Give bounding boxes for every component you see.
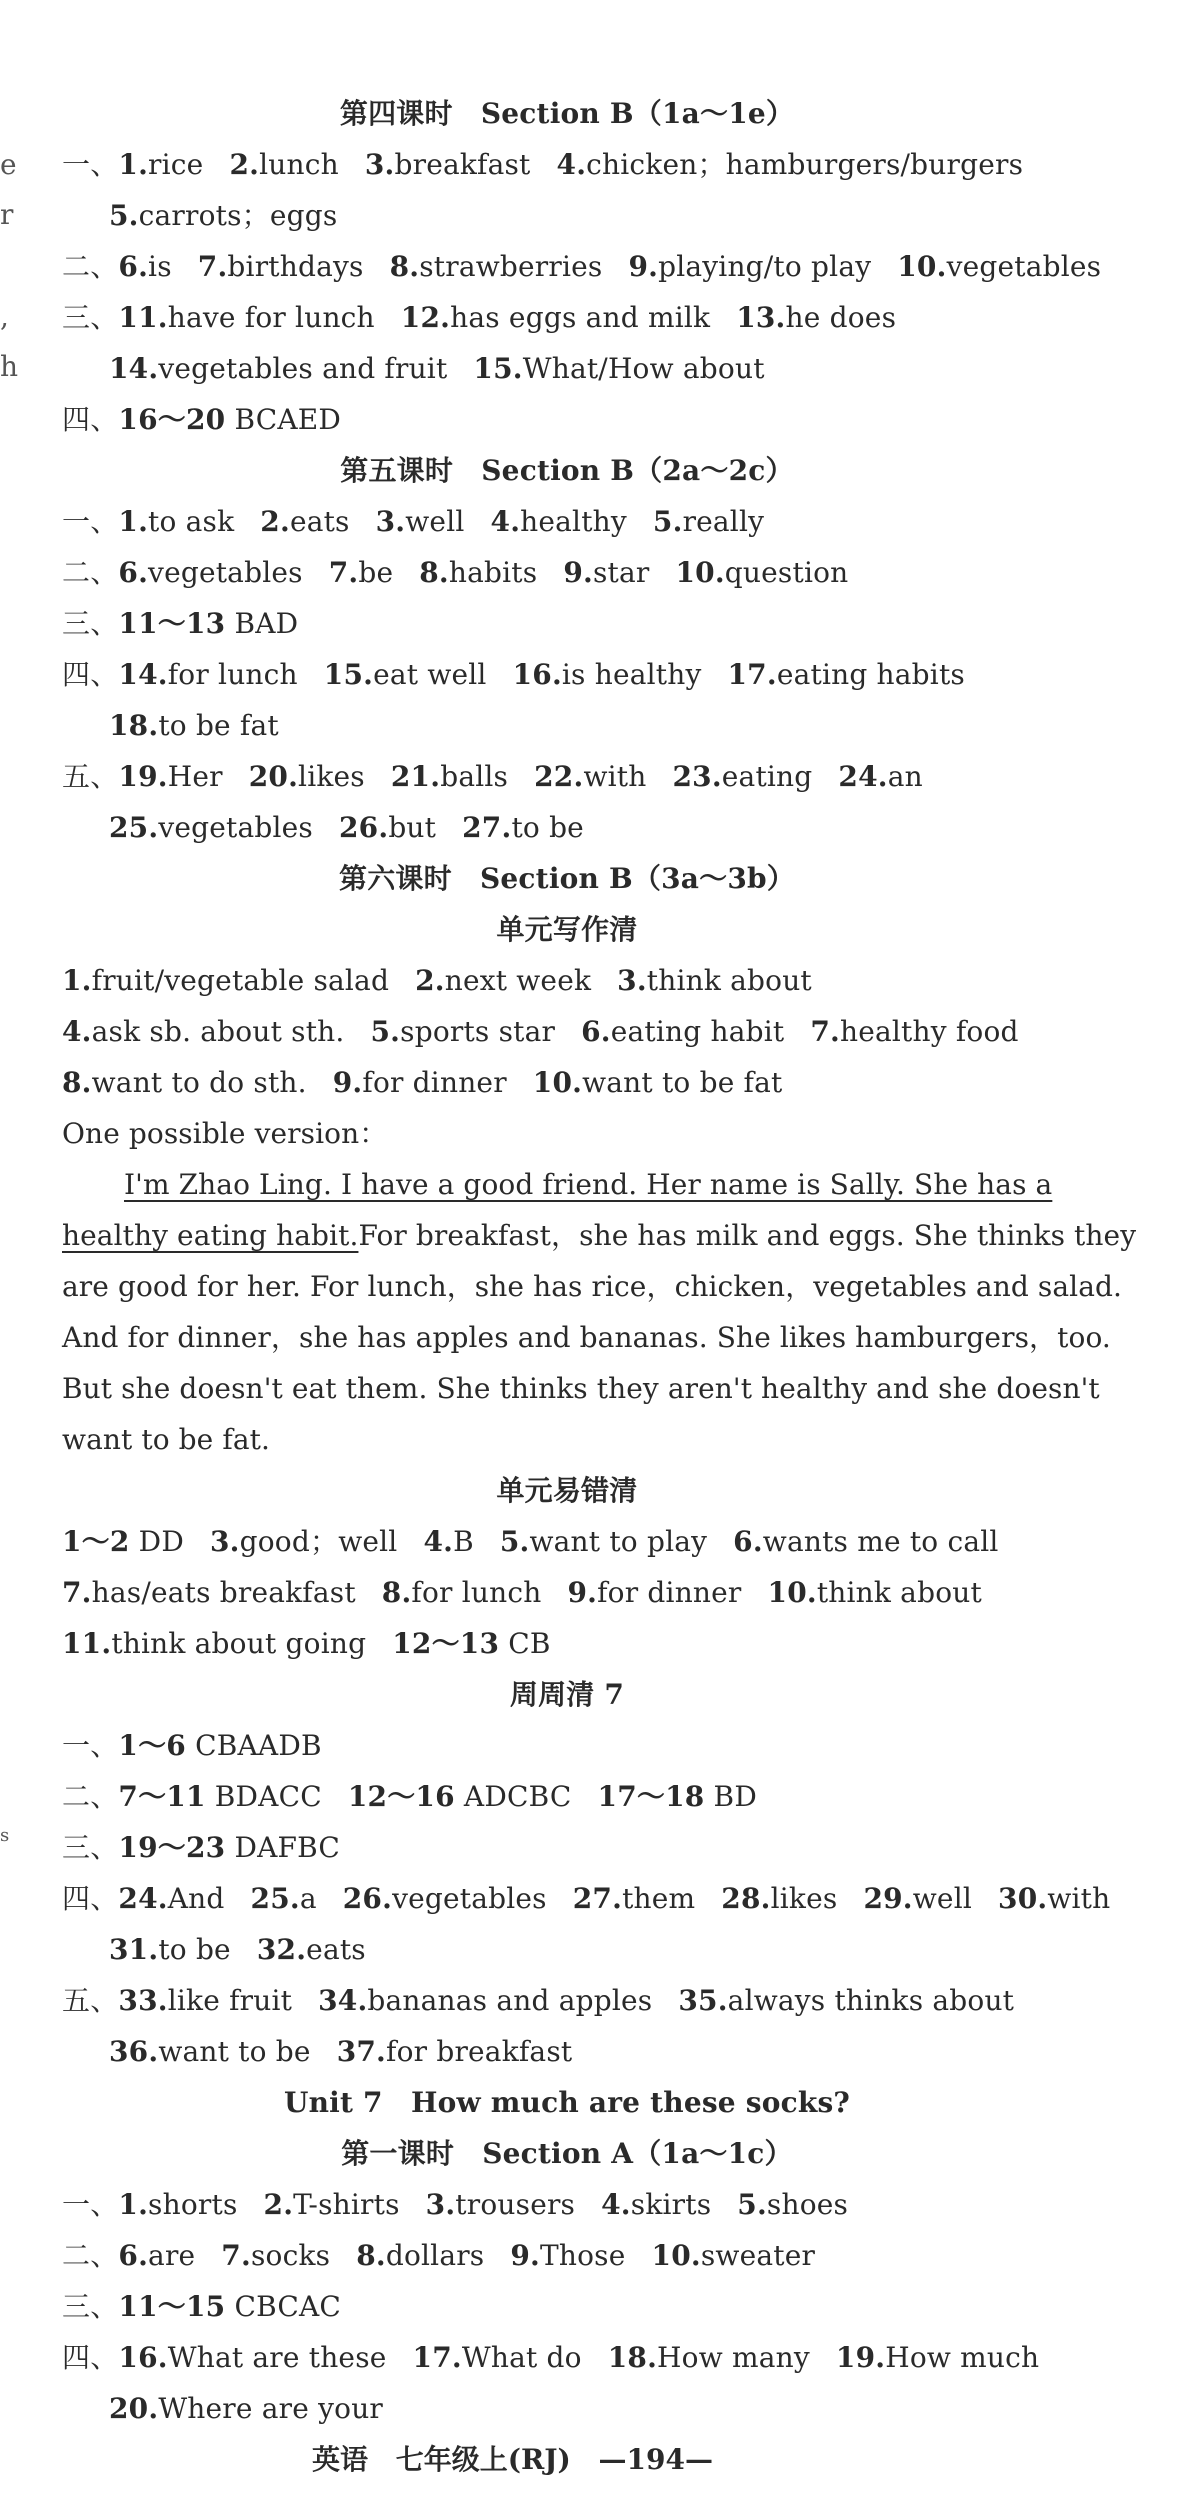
question-number: 1.	[118, 505, 149, 538]
question-number: 7.	[328, 556, 359, 589]
answer-text: vegetables and fruit	[158, 352, 448, 385]
answer-row	[62, 394, 1072, 445]
question-number: 4.	[62, 1015, 92, 1048]
question-number: 25.	[109, 811, 159, 844]
answer-row	[62, 802, 1072, 853]
answer-text: likes	[770, 1882, 838, 1915]
question-number: 5.	[737, 2188, 767, 2221]
answer-text: good；well	[239, 1525, 398, 1558]
question-number: 16.	[118, 2341, 168, 2374]
question-number: 16.	[512, 658, 562, 691]
question-number: 21.	[390, 760, 441, 793]
answer-text: balls	[440, 760, 509, 793]
answer-text: a	[299, 1882, 317, 1915]
question-number: 16～20	[118, 403, 226, 436]
answer-text: well	[405, 505, 465, 538]
answer-text: What/How about	[522, 352, 765, 385]
question-number: 20.	[109, 2392, 159, 2425]
answer-text: is	[148, 250, 172, 283]
question-group-label: 二、	[62, 1780, 119, 1813]
answer-text: for dinner	[597, 1576, 742, 1609]
question-number: 2.	[260, 505, 290, 538]
section-heading: 单元易错清	[496, 1474, 638, 1507]
answer-text: T-shirts	[293, 2188, 400, 2221]
question-group-label: 二、	[62, 2239, 119, 2272]
page-footer	[0, 2438, 1194, 2478]
question-number: 26.	[342, 1882, 393, 1915]
question-number: 8.	[62, 1066, 92, 1099]
answer-text: fruit/vegetable salad	[91, 964, 390, 997]
answer-row	[62, 496, 1072, 547]
question-number: 5.	[652, 505, 683, 538]
answer-text: vegetables	[946, 250, 1102, 283]
question-group-label: 五、	[62, 1984, 119, 2017]
answer-text: for dinner	[362, 1066, 507, 1099]
question-number: 22.	[534, 760, 584, 793]
section-heading: Unit 7 How much are these socks?	[283, 2086, 851, 2119]
essay-line: But she doesn't eat them. She thinks they aren't healthy and she doesn't	[62, 1372, 1100, 1405]
answer-text: to be	[511, 811, 584, 844]
question-number: 8.	[381, 1576, 412, 1609]
answer-row	[62, 1516, 1072, 1567]
answer-text: strawberries	[419, 250, 603, 283]
question-number: 1.	[62, 964, 92, 997]
question-number: 6.	[118, 556, 149, 589]
question-number: 1～6	[118, 1729, 186, 1762]
question-number: 37.	[336, 2035, 387, 2068]
answer-page	[62, 88, 1137, 2434]
question-number: 30.	[998, 1882, 1048, 1915]
answer-text: B	[453, 1525, 474, 1558]
answer-text: think about	[816, 1576, 982, 1609]
footer-page-number: —194—	[598, 2443, 713, 2476]
question-number: 7.	[221, 2239, 251, 2272]
question-number: 6.	[118, 250, 149, 283]
question-number: 11.	[118, 301, 168, 334]
answer-text: BCAED	[225, 403, 342, 436]
question-number: 13.	[736, 301, 786, 334]
question-number: 26.	[338, 811, 389, 844]
answer-text: has eggs and milk	[450, 301, 711, 334]
question-number: 10.	[651, 2239, 701, 2272]
question-number: 4.	[423, 1525, 454, 1558]
answer-text: How many	[657, 2341, 810, 2374]
question-number: 3.	[209, 1525, 240, 1558]
answer-text: is healthy	[561, 658, 702, 691]
answer-text: have for lunch	[167, 301, 375, 334]
question-number: 11～13	[118, 607, 226, 640]
answer-text: want to be fat	[582, 1066, 783, 1099]
answer-text: eating habit	[610, 1015, 785, 1048]
answer-text: And	[167, 1882, 225, 1915]
answer-text: are	[148, 2239, 196, 2272]
question-number: 23.	[672, 760, 722, 793]
question-number: 12.	[400, 301, 451, 334]
answer-text: chicken；hamburgers/burgers	[586, 148, 1024, 181]
answer-row	[62, 2026, 1072, 2077]
question-number: 17.	[412, 2341, 462, 2374]
answer-text: to be	[158, 1933, 231, 1966]
question-number: 10.	[767, 1576, 817, 1609]
answer-text: think about going	[111, 1627, 367, 1660]
answer-row	[62, 700, 1072, 751]
answer-text: BD	[704, 1780, 757, 1813]
edge-fragment: s	[0, 1825, 10, 1846]
answer-text: for lunch	[167, 658, 298, 691]
answer-row	[62, 2332, 1072, 2383]
answer-text: star	[592, 556, 650, 589]
question-number: 24.	[118, 1882, 168, 1915]
section-heading: 第四课时 Section B（1a～1e）	[339, 97, 795, 130]
question-number: 8.	[389, 250, 420, 283]
answer-text: What do	[461, 2341, 582, 2374]
answer-text: for lunch	[411, 1576, 542, 1609]
answer-text: them	[622, 1882, 696, 1915]
answer-text: Those	[540, 2239, 626, 2272]
answer-row	[62, 1873, 1111, 1924]
question-number: 18.	[607, 2341, 658, 2374]
question-number: 10.	[675, 556, 725, 589]
answer-row	[62, 241, 1102, 292]
answer-text: socks	[250, 2239, 331, 2272]
answer-text: DD	[129, 1525, 184, 1558]
question-number: 27.	[572, 1882, 623, 1915]
answer-text: with	[583, 760, 647, 793]
answer-text: rice	[148, 148, 204, 181]
question-number: 4.	[601, 2188, 631, 2221]
answer-text: trousers	[455, 2188, 576, 2221]
question-number: 18.	[109, 709, 159, 742]
answer-row	[62, 2383, 1072, 2434]
answer-text: think about	[646, 964, 812, 997]
answer-row	[62, 649, 1072, 700]
answer-text: want to be	[158, 2035, 311, 2068]
question-number: 32.	[256, 1933, 307, 1966]
answer-sections-part1	[62, 88, 1102, 1108]
question-number: 8.	[419, 556, 449, 589]
answer-text: playing/to play	[658, 250, 872, 283]
answer-text: BDACC	[205, 1780, 322, 1813]
answer-text: eats	[289, 505, 350, 538]
question-number: 31.	[109, 1933, 159, 1966]
question-number: 7～11	[118, 1780, 206, 1813]
answer-text: skirts	[630, 2188, 712, 2221]
question-number: 14.	[109, 352, 159, 385]
question-number: 2.	[415, 964, 445, 997]
section-heading: 第六课时 Section B（3a～3b）	[339, 862, 795, 895]
essay-line: And for dinner，she has apples and bananas. She likes hamburgers，too.	[62, 1321, 1111, 1354]
question-number: 11.	[62, 1627, 112, 1660]
answer-text: wants me to call	[762, 1525, 999, 1558]
question-number: 1～2	[62, 1525, 130, 1558]
question-number: 17.	[727, 658, 777, 691]
sample-essay	[62, 1108, 1137, 1465]
answer-text: for breakfast	[386, 2035, 573, 2068]
answer-text: ask sb. about sth.	[91, 1015, 345, 1048]
answer-text: has/eats breakfast	[91, 1576, 356, 1609]
answer-text: he does	[785, 301, 897, 334]
question-number: 27.	[462, 811, 512, 844]
answer-row	[62, 955, 1072, 1006]
answer-text: bananas and apples	[367, 1984, 653, 2017]
answer-text: sports star	[400, 1015, 556, 1048]
answer-text: eat well	[373, 658, 487, 691]
question-number: 24.	[838, 760, 888, 793]
answer-text: want to do sth.	[91, 1066, 307, 1099]
answer-text: BAD	[225, 607, 299, 640]
question-group-label: 四、	[62, 2341, 119, 2374]
question-number: 9.	[567, 1576, 598, 1609]
question-number: 9.	[510, 2239, 541, 2272]
answer-sections-part2	[62, 1465, 1111, 2434]
answer-text: vegetables	[148, 556, 303, 589]
question-number: 3.	[364, 148, 395, 181]
answer-text: shoes	[766, 2188, 849, 2221]
question-group-label: 三、	[62, 1831, 119, 1864]
question-number: 5.	[370, 1015, 401, 1048]
essay-line: want to be fat.	[62, 1423, 270, 1456]
question-group-label: 一、	[62, 1729, 119, 1762]
essay-line: I'm Zhao Ling. I have a good friend. Her name is Sally. She has a	[124, 1168, 1053, 1201]
question-number: 12～13	[392, 1627, 500, 1660]
question-number: 17～18	[597, 1780, 705, 1813]
question-group-label: 三、	[62, 301, 119, 334]
answer-text: vegetables	[392, 1882, 547, 1915]
answer-text: lunch	[259, 148, 339, 181]
answer-row	[62, 139, 1072, 190]
answer-text: healthy	[520, 505, 627, 538]
question-group-label: 二、	[62, 250, 119, 283]
answer-text: eats	[306, 1933, 366, 1966]
answer-text: sweater	[700, 2239, 816, 2272]
answer-row	[62, 1057, 1072, 1108]
answer-text: DAFBC	[225, 1831, 341, 1864]
answer-text: carrots；eggs	[138, 199, 338, 232]
answer-row	[62, 343, 1072, 394]
answer-text: to ask	[148, 505, 235, 538]
question-group-label: 三、	[62, 2290, 119, 2323]
answer-row	[62, 1006, 1072, 1057]
question-number: 3.	[617, 964, 647, 997]
footer-grade: 七年级上(RJ)	[395, 2443, 571, 2476]
answer-text: CB	[499, 1627, 551, 1660]
section-heading: 第一课时 Section A（1a～1c）	[341, 2137, 793, 2170]
question-number: 9.	[332, 1066, 363, 1099]
question-number: 4.	[556, 148, 587, 181]
answer-text: an	[887, 760, 923, 793]
question-number: 5.	[499, 1525, 530, 1558]
question-number: 20.	[248, 760, 299, 793]
answer-text: Where are your	[158, 2392, 384, 2425]
question-number: 2.	[263, 2188, 294, 2221]
answer-row	[62, 1822, 1072, 1873]
question-group-label: 三、	[62, 607, 119, 640]
answer-text: birthdays	[227, 250, 364, 283]
answer-text: always thinks about	[727, 1984, 1015, 2017]
answer-row	[62, 2230, 1072, 2281]
section-heading: 周周清 7	[509, 1678, 625, 1711]
edge-fragment: r	[0, 198, 14, 231]
answer-text: Her	[167, 760, 223, 793]
answer-row	[62, 2281, 1072, 2332]
answer-text: CBAADB	[185, 1729, 322, 1762]
answer-text: really	[682, 505, 765, 538]
question-group-label: 四、	[62, 1882, 119, 1915]
answer-text: with	[1047, 1882, 1111, 1915]
answer-text: vegetables	[158, 811, 313, 844]
question-group-label: 一、	[62, 148, 119, 181]
answer-text: dollars	[385, 2239, 485, 2272]
question-group-label: 一、	[62, 2188, 119, 2221]
section-heading: 第五课时 Section B（2a～2c）	[340, 454, 794, 487]
answer-text: eating habits	[776, 658, 965, 691]
question-number: 15.	[323, 658, 374, 691]
answer-row	[62, 190, 1072, 241]
question-number: 19～23	[118, 1831, 226, 1864]
answer-row	[62, 1771, 1072, 1822]
question-group-label: 四、	[62, 403, 119, 436]
edge-fragment: e	[0, 148, 17, 181]
answer-row	[62, 1720, 1072, 1771]
edge-fragment: h	[0, 350, 19, 383]
answer-text: be	[358, 556, 394, 589]
answer-row	[62, 1567, 1072, 1618]
question-number: 7.	[197, 250, 228, 283]
question-number: 3.	[375, 505, 406, 538]
answer-text: healthy food	[839, 1015, 1019, 1048]
question-group-label: 五、	[62, 760, 119, 793]
question-number: 35.	[678, 1984, 728, 2017]
answer-text: like fruit	[167, 1984, 293, 2017]
question-number: 10.	[532, 1066, 583, 1099]
question-number: 3.	[425, 2188, 456, 2221]
answer-text: How much	[885, 2341, 1040, 2374]
question-number: 34.	[318, 1984, 368, 2017]
question-number: 33.	[118, 1984, 168, 2017]
question-number: 7.	[62, 1576, 92, 1609]
answer-text: eating	[721, 760, 813, 793]
question-number: 10.	[897, 250, 947, 283]
answer-row	[62, 547, 1072, 598]
question-number: 9.	[628, 250, 659, 283]
question-number: 2.	[229, 148, 260, 181]
question-number: 19.	[835, 2341, 886, 2374]
question-number: 1.	[118, 148, 149, 181]
question-number: 6.	[733, 1525, 763, 1558]
question-group-label: 二、	[62, 556, 119, 589]
question-number: 29.	[863, 1882, 913, 1915]
answer-text: breakfast	[394, 148, 531, 181]
answer-text: well	[912, 1882, 973, 1915]
answer-text: next week	[444, 964, 592, 997]
footer-subject: 英语	[312, 2443, 369, 2476]
question-number: 28.	[721, 1882, 771, 1915]
question-group-label: 四、	[62, 658, 119, 691]
section-heading: 单元写作清	[496, 913, 638, 946]
answer-text: shorts	[148, 2188, 238, 2221]
answer-text: want to play	[529, 1525, 708, 1558]
question-number: 5.	[109, 199, 139, 232]
question-number: 19.	[118, 760, 168, 793]
question-number: 6.	[581, 1015, 611, 1048]
essay-intro: One possible version：	[62, 1117, 388, 1150]
question-number: 11～15	[118, 2290, 226, 2323]
answer-text: CBCAC	[225, 2290, 342, 2323]
question-group-label: 一、	[62, 505, 119, 538]
answer-text: question	[724, 556, 849, 589]
essay-line: are good for her. For lunch，she has rice，chicken，vegetables and salad.	[62, 1270, 1123, 1303]
question-number: 25.	[250, 1882, 300, 1915]
question-number: 15.	[473, 352, 523, 385]
answer-row	[62, 598, 1072, 649]
question-number: 8.	[356, 2239, 386, 2272]
answer-text: What are these	[167, 2341, 387, 2374]
edge-fragment: ,	[0, 300, 9, 333]
question-number: 14.	[118, 658, 168, 691]
question-number: 1.	[118, 2188, 149, 2221]
answer-text: likes	[298, 760, 365, 793]
question-number: 7.	[810, 1015, 840, 1048]
answer-row	[62, 751, 1072, 802]
essay-line: healthy eating habit.For breakfast，she has milk and eggs. She thinks they	[62, 1219, 1137, 1252]
question-number: 9.	[563, 556, 593, 589]
answer-row	[62, 292, 1072, 343]
answer-text: but	[388, 811, 437, 844]
question-number: 4.	[490, 505, 521, 538]
answer-row	[62, 2179, 1072, 2230]
question-number: 36.	[109, 2035, 159, 2068]
answer-row	[62, 1975, 1072, 2026]
answer-row	[62, 1618, 1072, 1669]
answer-text: to be fat	[158, 709, 279, 742]
answer-text: habits	[448, 556, 538, 589]
question-number: 12～16	[347, 1780, 455, 1813]
answer-row	[62, 1924, 1072, 1975]
question-number: 6.	[118, 2239, 149, 2272]
answer-text: ADCBC	[454, 1780, 572, 1813]
